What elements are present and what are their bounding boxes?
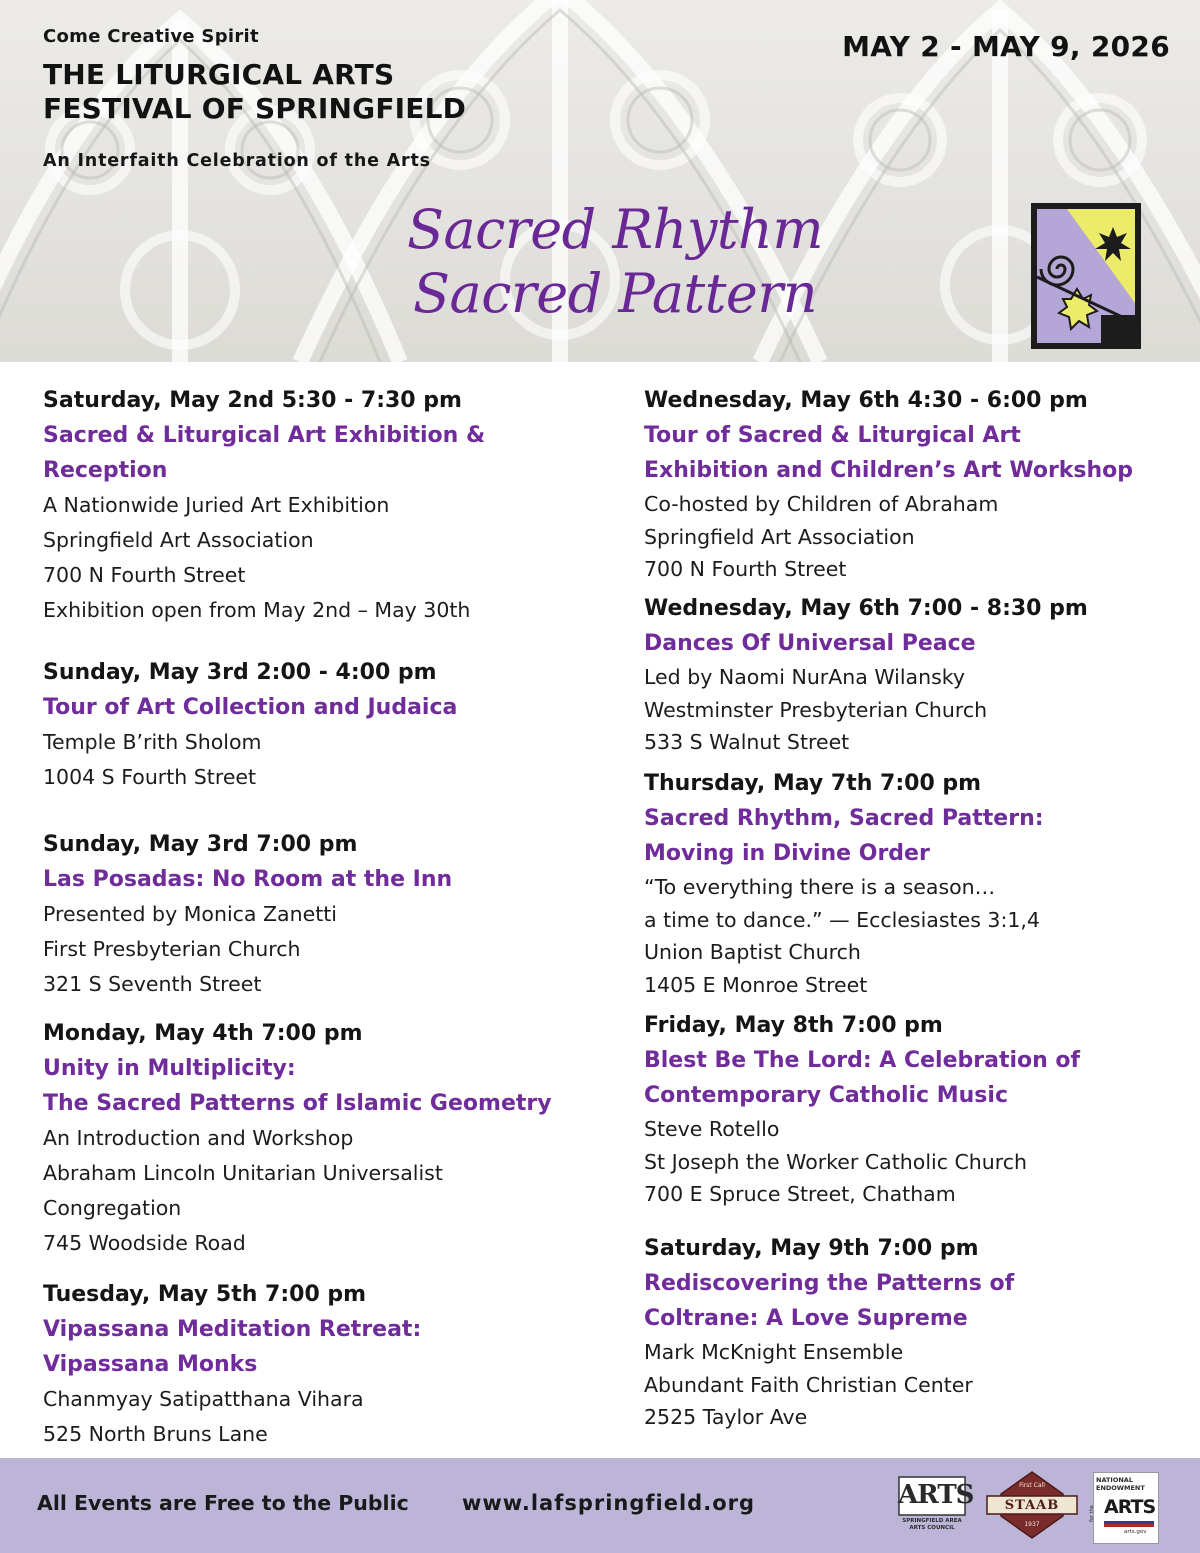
event-title-line: Unity in Multiplicity: — [43, 1056, 296, 1081]
event-date-time: Sunday, May 3rd 7:00 pm — [43, 832, 358, 857]
event-entry — [644, 384, 1189, 586]
event-date-time: Monday, May 4th 7:00 pm — [43, 1021, 363, 1046]
arts-council-mark: ARTS — [898, 1480, 974, 1510]
event-detail: Temple B’rith Sholom — [43, 730, 262, 754]
event-date-time: Saturday, May 2nd 5:30 - 7:30 pm — [43, 388, 462, 413]
event-title — [644, 418, 1189, 488]
arts-council-line1: SPRINGFIELD AREA — [902, 1518, 962, 1524]
event-title-line: Tour of Art Collection and Judaica — [43, 695, 458, 720]
event-title-line: Exhibition and Children’s Art Workshop — [644, 458, 1134, 483]
event-date-time: Wednesday, May 6th 7:00 - 8:30 pm — [644, 596, 1088, 621]
festival-kicker: Come Creative Spirit — [43, 26, 259, 47]
event-entry — [43, 828, 603, 1002]
event-title-line: The Sacred Patterns of Islamic Geometry — [43, 1091, 552, 1116]
event-detail: Westminster Presbyterian Church — [644, 697, 988, 722]
event-detail: St Joseph the Worker Catholic Church — [644, 1149, 1028, 1174]
event-title-line: Contemporary Catholic Music — [644, 1083, 1008, 1108]
header-banner — [0, 0, 1200, 362]
event-detail: 700 N Fourth Street — [43, 563, 246, 587]
event-detail: Abraham Lincoln Unitarian Universalist — [43, 1161, 443, 1185]
event-detail: 321 S Seventh Street — [43, 972, 262, 996]
event-date-time: Wednesday, May 6th 4:30 - 6:00 pm — [644, 388, 1088, 413]
event-detail: Congregation — [43, 1196, 182, 1220]
event-date-time: Friday, May 8th 7:00 pm — [644, 1013, 943, 1038]
event-title — [43, 862, 603, 897]
event-entry — [644, 767, 1189, 1001]
event-title-line: Sacred & Liturgical Art Exhibition & — [43, 423, 486, 448]
festival-dates: MAY 2 - MAY 9, 2026 — [842, 30, 1170, 63]
event-title-line: Coltrane: A Love Supreme — [644, 1306, 968, 1331]
event-detail: a time to dance.” — Ecclesiastes 3:1,4 — [644, 907, 1040, 932]
event-title-line: Tour of Sacred & Liturgical Art — [644, 423, 1021, 448]
event-detail: Co-hosted by Children of Abraham — [644, 492, 999, 516]
event-title — [644, 801, 1189, 871]
arts-council-logo — [898, 1476, 974, 1534]
staab-year: 1937 — [1024, 1521, 1040, 1528]
event-detail: Exhibition open from May 2nd – May 30th — [43, 598, 471, 622]
event-title — [43, 1312, 603, 1382]
event-title-line: Las Posadas: No Room at the Inn — [43, 867, 453, 892]
event-title-line: Rediscovering the Patterns of — [644, 1271, 1015, 1296]
event-entry — [43, 1017, 603, 1261]
event-detail: Springfield Art Association — [43, 528, 314, 552]
event-detail: Led by Naomi NurAna Wilansky — [644, 665, 966, 689]
event-title-line: Blest Be The Lord: A Celebration of — [644, 1048, 1081, 1073]
event-detail: An Introduction and Workshop — [43, 1126, 354, 1150]
nea-site: arts.gov — [1124, 1529, 1147, 1535]
event-detail: First Presbyterian Church — [43, 937, 301, 961]
event-title — [43, 418, 603, 488]
website-link[interactable]: www.lafspringfield.org — [462, 1491, 756, 1515]
event-detail: Abundant Faith Christian Center — [644, 1372, 973, 1397]
staab-top: First Call — [1019, 1482, 1045, 1489]
festival-theme — [400, 198, 830, 326]
event-entry — [43, 1278, 603, 1452]
event-detail: 1405 E Monroe Street — [644, 972, 868, 997]
event-title — [644, 1043, 1189, 1113]
event-entry — [644, 1009, 1189, 1211]
arts-council-line2: ARTS COUNCIL — [909, 1525, 955, 1531]
event-date-time: Tuesday, May 5th 7:00 pm — [43, 1282, 367, 1307]
event-detail: 533 S Walnut Street — [644, 730, 850, 754]
event-detail: Chanmyay Satipatthana Vihara — [43, 1387, 364, 1411]
event-detail: Mark McKnight Ensemble — [644, 1340, 904, 1364]
staab-logo — [985, 1470, 1079, 1540]
event-date-time: Saturday, May 9th 7:00 pm — [644, 1236, 979, 1261]
event-detail: 700 E Spruce Street, Chatham — [644, 1182, 956, 1206]
event-entry — [43, 384, 603, 628]
event-title — [644, 1266, 1189, 1336]
nea-stripe — [1104, 1524, 1154, 1527]
event-detail: 525 North Bruns Lane — [43, 1422, 268, 1446]
event-detail: 2525 Taylor Ave — [644, 1405, 808, 1429]
event-title-line: Vipassana Meditation Retreat: — [43, 1317, 422, 1342]
event-detail: 745 Woodside Road — [43, 1231, 246, 1255]
event-title-line: Sacred Rhythm, Sacred Pattern: — [644, 806, 1044, 831]
footer-bar — [0, 1458, 1200, 1553]
staab-name: STAAB — [1004, 1498, 1060, 1513]
nea-logo — [1088, 1472, 1159, 1544]
event-date-time: Sunday, May 3rd 2:00 - 4:00 pm — [43, 660, 437, 685]
theme-line1: Sacred Rhythm — [406, 198, 824, 261]
nea-line2: ENDOWMENT — [1096, 1484, 1145, 1492]
event-title-line: Reception — [43, 458, 168, 483]
event-entry — [644, 592, 1189, 759]
event-detail: 700 N Fourth Street — [644, 557, 847, 581]
event-detail: Presented by Monica Zanetti — [43, 902, 337, 926]
event-date-time: Thursday, May 7th 7:00 pm — [644, 771, 982, 796]
event-entry — [43, 656, 603, 795]
event-detail: Steve Rotello — [644, 1117, 780, 1141]
free-events-note: All Events are Free to the Public — [37, 1491, 409, 1515]
event-detail: Union Baptist Church — [644, 940, 861, 964]
nea-line1: NATIONAL — [1096, 1476, 1133, 1484]
festival-subtitle: An Interfaith Celebration of the Arts — [43, 151, 431, 171]
nea-mark: ARTS — [1104, 1496, 1156, 1518]
event-entry — [644, 1232, 1189, 1434]
event-title — [43, 1051, 603, 1121]
event-detail: “To everything there is a season… — [644, 875, 996, 899]
event-title-line: Dances Of Universal Peace — [644, 631, 976, 656]
festival-title — [43, 58, 563, 126]
festival-title-line1: THE LITURGICAL ARTS — [43, 58, 395, 91]
event-title — [43, 690, 603, 725]
event-title — [644, 626, 1189, 661]
event-title-line: Moving in Divine Order — [644, 841, 930, 866]
event-title-line: Vipassana Monks — [43, 1352, 258, 1377]
theme-line2: Sacred Pattern — [413, 262, 817, 325]
nea-side: for the — [1088, 1505, 1095, 1522]
event-detail: Springfield Art Association — [644, 524, 915, 549]
event-detail: A Nationwide Juried Art Exhibition — [43, 493, 390, 517]
festival-logo-icon — [1031, 203, 1141, 349]
festival-title-line2: FESTIVAL OF SPRINGFIELD — [43, 92, 467, 125]
event-detail: 1004 S Fourth Street — [43, 765, 257, 789]
